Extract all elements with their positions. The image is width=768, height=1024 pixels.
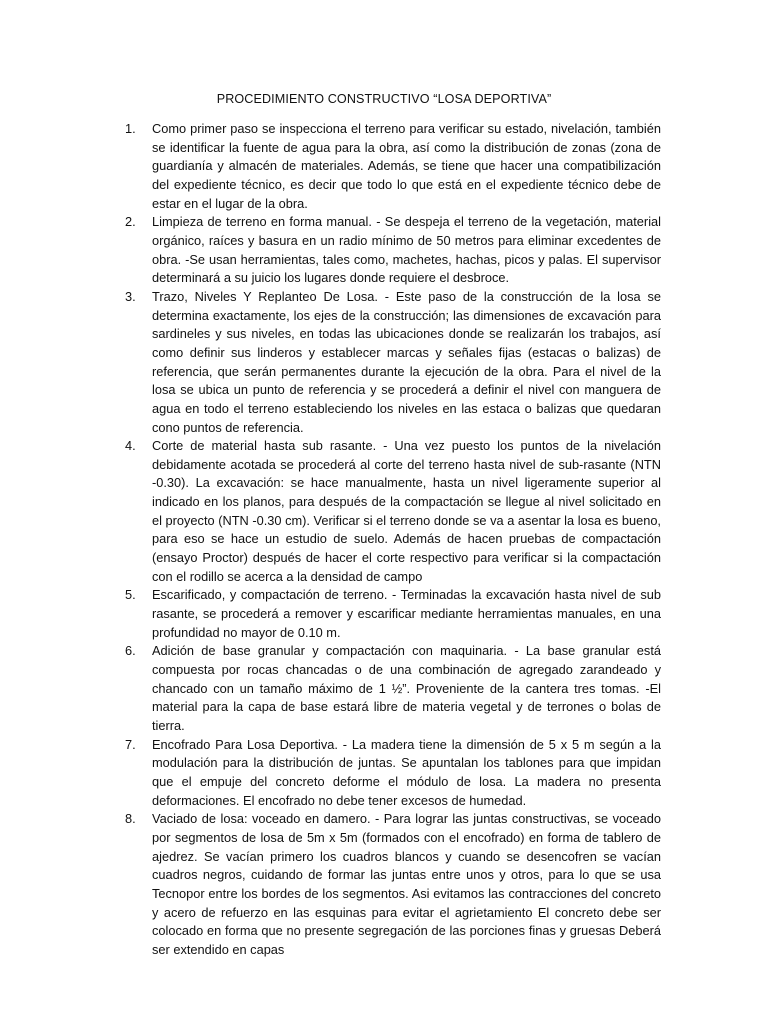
item-text: Limpieza de terreno en forma manual. - Se despeja el terreno de la vegetación, material orgánico, raíces y basura en un radio mínimo de 50 metros para eliminar excedentes de obra. -Se usan herramientas, tales como, machetes, hachas, picos y palas. El supervisor determinará a su juicio los lugares donde requiere el desbroce. — [152, 214, 661, 286]
list-item — [125, 213, 661, 288]
list-item — [125, 120, 661, 213]
list-item — [125, 288, 661, 437]
item-text: Como primer paso se inspecciona el terreno para verificar su estado, nivelación, también se identificar la fuente de agua para la obra, así como la distribución de zonas (zona de guardianía y almacén de materiales. Además, se tiene que hacer una compatibilización del expediente técnico, es decir que todo lo que está en el expediente técnico debe de estar en el lugar de la obra. — [152, 121, 661, 211]
item-number: 3. — [125, 288, 136, 304]
item-text: Escarificado, y compactación de terreno. - Terminadas la excavación hasta nivel de sub rasante, se procederá a remover y escarificar mediante herramientas manuales, en una profundidad no mayor de 0.10 m. — [152, 587, 661, 640]
item-number: 7. — [125, 736, 136, 752]
item-text: Corte de material hasta sub rasante. - Una vez puesto los puntos de la nivelación debidamente acotada se procederá al corte del terreno hasta nivel de sub-rasante (NTN -0.30). La excavación: se hace manualmente, hasta un nivel ligeramente superior al indicado en los planos, para después de la compactación se llegue al nivel solicitado en el proyecto (NTN -0.30 cm). Verificar si el terreno donde se va a asentar la losa es bueno, para eso se hace un estudio de suelo. Además de hacen pruebas de compactación (ensayo Proctor) después de hacer el corte respectivo para verificar si la compactación con el rodillo se acerca a la densidad de campo — [152, 438, 661, 584]
item-text: Encofrado Para Losa Deportiva. - La madera tiene la dimensión de 5 x 5 m según a la modulación para la distribución de juntas. Se apuntalan los tablones para que impidan que el empuje del concreto deforme el módulo de losa. La madera no presenta deformaciones. El encofrado no debe tener excesos de humedad. — [152, 736, 661, 808]
item-text: Trazo, Niveles Y Replanteo De Losa. - Este paso de la construcción de la losa se determina exactamente, los ejes de la construcción; las dimensiones de excavación para sardineles y sus niveles, en todas las ubicaciones donde se realizarán los trabajos, así como definir sus linderos y establecer marcas y señales fijas (estacas o balizas) de referencia, que serán permanentes durante la ejecución de la obra. Para el nivel de la losa se ubica un punto de referencia y se procederá a definir el nivel con manguera de agua en todo el terreno estableciendo los niveles en las estaca o balizas que quedaran cono puntos de referencia. — [152, 288, 661, 435]
item-number: 2. — [125, 214, 136, 230]
item-number: 4. — [125, 438, 136, 454]
list-item — [125, 437, 661, 586]
list-item — [125, 810, 661, 959]
item-number: 6. — [125, 643, 136, 659]
item-number: 8. — [125, 811, 136, 827]
item-text: Adición de base granular y compactación con maquinaria. - La base granular está compuesta por rocas chancadas o de una combinación de agregado zarandeado y chancado con un tamaño máximo de 1 ½”. Proveniente de la cantera tres tomas. -El material para la capa de base estará libre de materia vegetal y de terrones o bolas de tierra. — [152, 643, 661, 733]
item-text: Vaciado de losa: voceado en damero. - Para lograr las juntas constructivas, se voceado por segmentos de losa de 5m x 5m (formados con el encofrado) en forma de tablero de ajedrez. Se vacían primero los cuadros blancos y cuando se desencofren se vacían cuadros negros, cuidando de formar las juntas entre unos y otros, para lo que se usa Tecnopor entre los bordes de los segmentos. Asi evitamos las contracciones del concreto y acero de refuerzo en las esquinas para evitar el agrietamiento El concreto debe ser colocado en forma que no presente segregación de las porciones finas y gruesas Deberá ser extendido en capas — [152, 811, 661, 957]
procedure-list — [125, 120, 661, 960]
list-item — [125, 586, 661, 642]
item-number: 5. — [125, 587, 136, 603]
list-item — [125, 736, 661, 811]
list-item — [125, 642, 661, 735]
item-number: 1. — [125, 121, 136, 136]
document-title: PROCEDIMIENTO CONSTRUCTIVO “LOSA DEPORTIVA” — [216, 92, 552, 106]
